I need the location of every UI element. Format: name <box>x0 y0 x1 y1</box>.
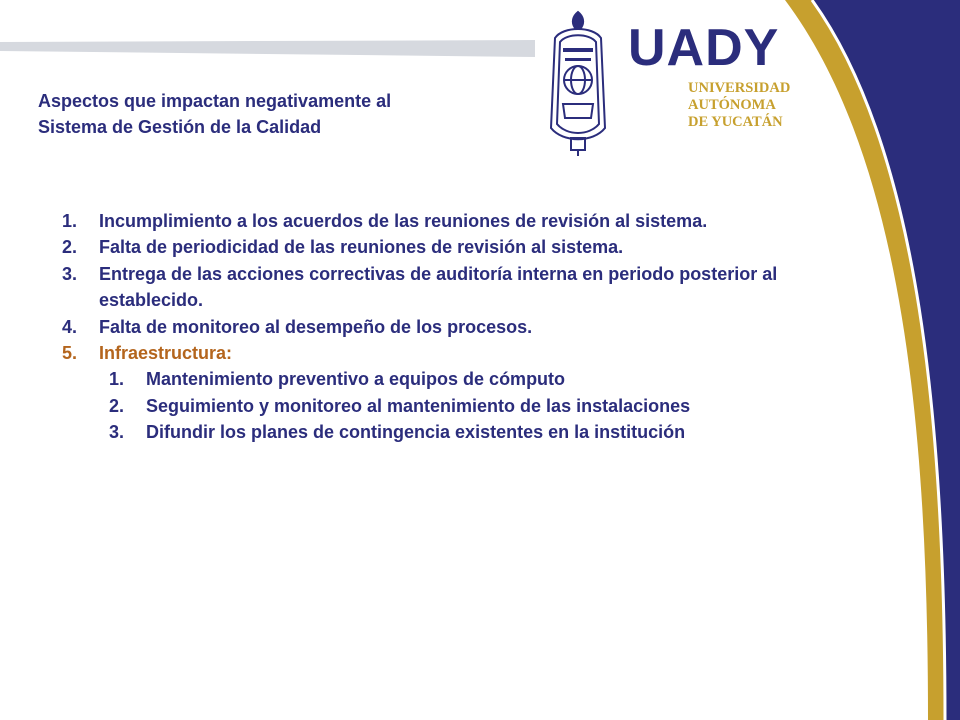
list-item-number: 1. <box>62 211 78 231</box>
sub-list-item-text: Mantenimiento preventivo a equipos de cómputo <box>146 369 566 390</box>
sub-list-item <box>62 393 802 419</box>
slide-title <box>38 88 518 140</box>
logo-sub-line-1: UNIVERSIDAD <box>688 80 791 96</box>
list-item-number: 3. <box>62 263 78 284</box>
sub-list-item-number: 3. <box>109 422 125 443</box>
logo-subtitle <box>688 80 818 131</box>
sub-list-item-number: 2. <box>109 395 125 416</box>
list-item-number: 5. <box>62 343 78 364</box>
logo-sub-line-2: AUTÓNOMA <box>688 97 776 113</box>
list-item-text: Falta de monitoreo al desempeño de los procesos. <box>99 316 533 337</box>
list-item-number: 2. <box>62 237 78 258</box>
sub-list-item-number: 1. <box>109 369 125 390</box>
sub-list-item-text: Seguimiento y monitoreo al mantenimiento de las instalaciones <box>146 395 691 416</box>
list-item <box>62 314 802 340</box>
slide-title-line-2: Sistema de Gestión de la Calidad <box>38 117 322 137</box>
sub-list-item <box>62 419 802 445</box>
list-item-text: Incumplimiento a los acuerdos de las reuniones de revisión al sistema. <box>99 211 708 231</box>
university-logo <box>628 19 808 130</box>
list-item <box>62 234 802 260</box>
slide-title-line-1: Aspectos que impactan negativamente al <box>38 91 392 111</box>
list-item-infrastructure <box>62 340 802 366</box>
list-item-text: Infraestructura: <box>99 343 233 364</box>
list-item-text: Entrega de las acciones correctivas de auditoría interna en periodo posterior al establecido. <box>99 263 778 311</box>
sub-list-item <box>62 366 802 392</box>
sub-list-item-text: Difundir los planes de contingencia existentes en la institución <box>146 422 686 443</box>
list-item-text: Falta de periodicidad de las reuniones de revisión al sistema. <box>99 237 624 258</box>
logo-wordmark: UADY <box>628 19 780 77</box>
aspects-list <box>62 208 802 446</box>
list-item <box>62 261 802 314</box>
list-item <box>62 208 802 234</box>
list-item-number: 4. <box>62 316 78 337</box>
logo-sub-line-3: DE YUCATÁN <box>688 114 783 130</box>
university-seal-icon <box>533 8 623 158</box>
